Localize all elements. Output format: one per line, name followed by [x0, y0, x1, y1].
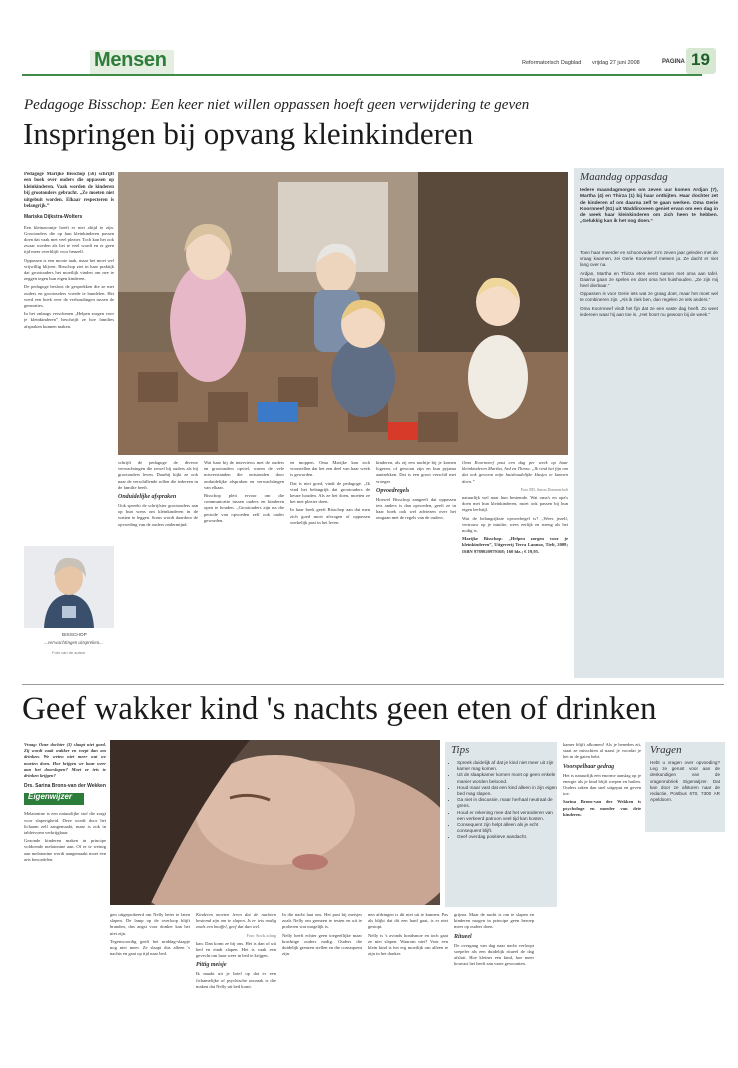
photo-credit: Foto RD, Anton Dommerholt	[520, 486, 568, 492]
paragraph: nen afdringen is dit niet uit te kunnen. Pas als blijkt dat dit een hard gaat, is er niet gestopt.	[368, 912, 448, 930]
paragraph: In het onlangs verschenen „Helpen zorgen voor je kleinkinderen” beschrijft ze hoe families afspraken kunnen maken.	[24, 311, 114, 329]
section-title: Mensen	[94, 49, 167, 71]
paragraph: grijma. Maar de nacht is om te slapen en kinderen mogen in principe geen beroep meer op ouders doen.	[454, 912, 534, 930]
date-label: vrijdag 27 juni 2008	[592, 60, 640, 66]
paper-name: Reformatorisch Dagblad	[522, 60, 582, 66]
article-kicker: Pedagoge Bisschop: Een keer niet willen oppassen hoeft geen verwijdering te geven	[24, 97, 530, 113]
author-portrait	[24, 546, 114, 628]
main-photo	[118, 172, 568, 455]
article2-column-1	[24, 742, 106, 1062]
article2-column-4	[282, 912, 362, 1062]
paragraph: In die nacht laat ons. Het past bij meisjes zoals Nelly om grenzen te testen en uit te proberen wat mogelijk is.	[282, 912, 362, 930]
tip-item: • Spreek duidelijk af dat je kind niet meer uit zijn kamer mag komen.	[457, 760, 557, 772]
tips-title: Tips	[451, 744, 470, 756]
article1-column-1	[24, 172, 114, 592]
sleeping-child-image	[110, 740, 440, 905]
article2-byline: Drs. Sarina Brons-van der Wekken	[24, 783, 106, 790]
page-number-badge	[686, 48, 716, 74]
article1-column-5	[376, 460, 456, 660]
paragraph: Melatonine is een natuurlijke stof die zorgt voor slaperigheid. Deze wordt door het lichaam zelf aangemaakt, maar is ook in tabletvorm verkrijgbaar.	[24, 811, 106, 836]
sidebar-box	[574, 168, 724, 678]
article-headline: Inspringen bij opvang kleinkinderen	[23, 116, 474, 151]
paragraph: Ik maakt uit je brief op dat er een fichamelijke of psychische oorzaak is die maken dat Nelly uit bed komt.	[196, 971, 276, 989]
paragraph: Wat haar bij de interviews met de ouders en grootouders opviel, waren de vele misverstanden die ontstonden door onduidelijke afspraken en verwachtingen van elkaar.	[204, 460, 284, 490]
article-lead: Pedagoge Marijke Bisschop (56) schrijft een boek over ouders die oppassen op kleinkinderen. Vaak worden de kinderen bij grootouders gebracht. „Ze moeten niet uitgebuit worden. Elkaar respecteren is belangrijk.”	[24, 172, 114, 210]
tip-item: • Uit de slaapkamer komen moet op geen enkele manier worden beloond.	[457, 772, 557, 784]
vragen-text: Hebt u vragen over opvoeding? Leg ze gerust voor aan de deskundigen van de vragenrubriek Eigenwijzer. Dat kan door ze afsturen naar de redactie, Postbus 670, 7300 AR Apeldoorn.	[650, 760, 720, 803]
eigenwijzer-logo	[24, 793, 84, 805]
book-info: Marijke Bisschop: „Helpen zorgen voor je kleinkinderen”, Uitgeverij Terra Lannoo, Tielt, 2008; ISBN 9789020979168; 160 blz.; € 19,95.	[462, 536, 568, 554]
section-logo	[90, 50, 174, 76]
portrait-image	[24, 546, 114, 628]
article1-column-6	[462, 460, 568, 660]
paragraph: Gezonde kinderen maken in principe voldoende melatonine aan. Of er te weinig aan melatonine wordt aangemaakt moet een arts beoordelen.	[24, 838, 106, 862]
vragen-box	[645, 742, 725, 832]
tip-item: • Houd maar vast dat een kind alleen in zijn eigen bed mag slapen.	[457, 785, 557, 797]
paragraph: kinderen, als zij een nachtje bij je komen logeren, of gewoon zijn en hun pyjama aantrekken. Dat is een groot verschil met vroeger.	[376, 460, 456, 484]
paragraph: kamer blijft afkomen! Als je beneden zit, staat ze misschien al naast je voordat je het in de gaten hebt.	[563, 742, 641, 760]
subheading: Pittig meisje	[196, 962, 227, 969]
paragraph: Bisschop pleit ervoor om die communicatie tussen ouders en kinderen open te houden. „Grootouders zijn na die periode van opvoeden zelf ook ouder geworden.	[204, 493, 284, 523]
child-photo	[110, 740, 440, 905]
photo-caption: Kinderen moeten leren dat de nachten bestemd zijn om te slapen. Is er iets nodig zoals een knuffel, geef dat dan wel.	[196, 912, 276, 930]
eigenwijzer-logo-text: Eigenwijzer	[28, 792, 73, 802]
article2-column-7	[563, 742, 641, 922]
subheading: Voorspelbaar gedrag	[563, 763, 615, 770]
photo-caption: Oma Koornneef past een dag per week op haar kleinkinderen Martha, Ard en Thirza. „Ik vind het fijn om dat ook gewoon mijn huishoudelijke klusjes te kunnen doen.”	[462, 460, 568, 484]
subheading: Onduidelijke afspraken	[118, 494, 177, 501]
tip-item: • Ga niet in discussie, maar herhaal neutraal de grens.	[457, 797, 557, 809]
paragraph: Hoewel Bisschop aangeeft dat oppassen iets anders is dan opvoeden, geeft ze in haar boek ook wel adviezen over het omgaan met de regels van de ouders.	[376, 496, 456, 521]
photo-credit: Foto: Stock.xchng	[246, 932, 276, 938]
article1-column-2	[118, 460, 198, 660]
sidebar-title: Maandag oppasdag	[580, 171, 668, 183]
article2-column-3	[196, 912, 276, 1062]
article2-column-2	[110, 912, 190, 1062]
paragraph: Oma Koornneef vindt het fijn dat ze een vaste dag heeft. Zo weet iedereen waar hij aan toe is. „Het hoort nu gewoon bij de week.”	[580, 305, 718, 317]
sidebar-intro: Iedere maandagmorgen om zeven uur komen Ardjan (7), Martha (4) en Thirza (1) bij haar ontbijten. Haar dochter zet de kinderen af om daarna zelf te gaan werken. Oma Gerie Koornneef (61) uit Waddinxveen geniet ervan om een dag in de week haar kleinkinderen om zich heen te hebben. „Gelukkig kan ik het nog doen.”	[580, 188, 718, 225]
header-rule	[22, 74, 702, 76]
paragraph: Het is natuurlijk een enorme aanslag op je energie als je kind blijft roepen en huilen. Ouders raken dan snel uitgeput en geven toe.	[563, 772, 641, 797]
article-separator	[22, 684, 724, 685]
article2-headline: Geef wakker kind 's nachts geen eten of drinken	[22, 691, 657, 727]
paragraph: Dat is niet goed, vindt de pedagoge. „Ik vind het belangrijk dat grootouders de keuze houden. Als ze het doen, moeten ze het met plezier doen.	[290, 480, 370, 505]
paragraph: schrijft de pedagoge de diverse verwachtingen die zowel bij ouders als bij grootouders leven. Daarbij kijkt ze ook naar de verschillende rollen die iedereen in de familie heeft.	[118, 460, 198, 490]
paragraph: Oppassen is een mooie taak, maar het moet wel vrijwillig blijven. Bisschop ziet in haar praktijk dat grootouders het moeilijk vinden om nee te zeggen tegen hun eigen kinderen.	[24, 257, 114, 282]
author-signature: Sarina Brons-van der Wekken is psychologe en moeder van drie kinderen.	[563, 799, 641, 817]
portrait-caption-title: BISSCHOP	[62, 633, 87, 638]
portrait-caption-quote: ...verwachtingen uitspreken...	[44, 641, 103, 646]
paragraph: In haar boek geeft Bisschop aan dat men zich goed moet afvragen of oppassen werkelijk past in het leven.	[290, 507, 370, 525]
page-word: PAGINA	[662, 59, 685, 65]
paragraph: Wat de belangrijkste opvoedregel is? „Wees jezelf, vertrouw op je intuïtie, wees eerlijk en streng als het nodig is.	[462, 515, 568, 534]
article1-column-3	[204, 460, 284, 660]
tips-box	[445, 742, 557, 907]
paragraph: natuurlijk wel naar hun bestemde. Wat oma's en opa's doen met hun kleinkinderen, moet ook passen bij hun eigen leefstijl.	[462, 495, 568, 513]
article1-column-4	[290, 460, 370, 660]
paragraph: Ook spreekt de schrijfster grootouders aan op hun wens om kleinkinderen in de watten te leggen. Soms wordt daardoor de opvoeding van de ouders ondermijnd.	[118, 503, 198, 527]
paragraph: Ardjan, Martha en Thirza eten eerst samen met oma aan tafel. Daarna gaan ze spelen en doet oma het huishouden. „Ze zijn mij heel dierbaar.”	[580, 270, 718, 289]
vragen-title: Vragen	[650, 744, 682, 756]
article2-column-5	[368, 912, 448, 1062]
paragraph: gen uitgeprobeerd om Nelly beter te laten slapen. De lamp op de overloop blijft branden, dus angst voor donker kan het niet zijn.	[110, 912, 190, 936]
tips-list	[449, 760, 557, 841]
portrait-credit: Foto van de auteur	[52, 650, 86, 655]
tip-item: • Houd er rekening mee dat het veranderen van een verkeerd patroon veel tijd kan kosten.	[457, 810, 557, 822]
paragraph: Toen haar meerder en schoonvader zo'n zeven jaar geleden met de vraag kwamen, zei Gerie Koornneef meteen ja. Ze dacht er niet lang over na.	[580, 250, 718, 268]
subheading: Ritueel	[454, 933, 472, 940]
tip-item: • Geef overdag positieve aandacht.	[457, 834, 557, 840]
page-number: 19	[691, 50, 710, 69]
paragraph: Tegenwoordig geeft het middag-slaapje nog niet meer. Ze slaapt dus alleen 's nachts en gaat op tijd naar bed.	[110, 938, 190, 957]
subheading: Opvoedregels	[376, 487, 410, 494]
tip-item: • Consequent zijn helpt alleen als je echt consequent blijft.	[457, 822, 557, 834]
paragraph: Oppassen is voor Gerie iets wat ze graag doet, maar het moet wel te combineren zijn. „Als ik ziek ben, dan regelen ze iets anders.”	[580, 291, 718, 303]
family-photo-image	[118, 172, 568, 455]
paragraph: De pedagoge besloot de gesprekken die ze met ouders en grootouders voerde te bundelen. Het werd een boek over de verhoudingen tussen de generaties.	[24, 284, 114, 309]
paragraph: Nelly heeft echter geen toegeeflijke maar krachtige ouders nodig. Ouders die duidelijk grenzen stellen en die consequent zijn.	[282, 932, 362, 957]
page-header	[22, 48, 718, 78]
byline: Mariska Dijkstra-Wolters	[24, 214, 83, 221]
sidebar-body	[580, 250, 718, 670]
paragraph: kan. Dan komt ze bij ons. Het is dan of uit bed en eindt slapen. Het is vaak een gevecht om haar weer in bed te krijgen.	[196, 940, 276, 959]
paragraph: en moppen. Oma Marijke kan zich voorstellen dat het een deel van haar week is geworden.	[290, 460, 370, 478]
paragraph: Nelly is 's avonds hondsmoe en toch gaat ze niet slapen. Waarom niet? Voor een klein kind is het erg moeilijk om alleen te zijn in het donker.	[368, 932, 448, 957]
article2-column-6	[454, 912, 534, 1062]
article2-lead: Vraag: Onze dochter (3) slaapt niet goed. Zij wordt vaak wakker en roept dan om drinken. We weten niet meer wat we moeten doen. Hoe krijgen we haar weer aan het doorslapen? Moet ze iets te drinken krijgen?	[24, 742, 106, 779]
paragraph: Een kleinzoontje hoeft er niet altijd te zijn. Grootouders die op hun kleinkinderen passen doen dat vaak met veel plezier. Toch kan het ook zwaar worden als het te veel wordt en er geen tijd meer overblijft voor henzelf.	[24, 224, 114, 255]
paragraph: De overgang van dag naar nacht verloopt soepeler als een duidelijk ritueel de dag afsluit. Hoe kleiner een kind, hoe meer houvast het heeft aan vaste gewoonten.	[454, 942, 534, 967]
